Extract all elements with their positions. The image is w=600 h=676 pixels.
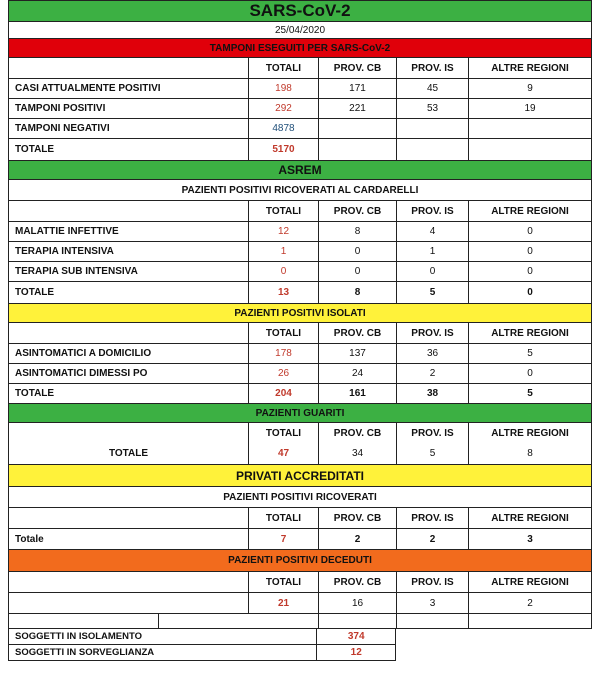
isolati-band xyxy=(8,304,592,323)
header-altre-regioni: ALTRE REGIONI xyxy=(491,512,569,524)
cell-totali: 204 xyxy=(249,384,319,403)
table-row xyxy=(8,222,592,242)
cell-altre-regioni: 0 xyxy=(527,226,533,237)
cell-totali: 5170 xyxy=(249,139,319,160)
cell-totali: 26 xyxy=(249,364,319,383)
report-title: SARS-CoV-2 xyxy=(249,1,351,20)
cell-prov-is: 5 xyxy=(429,448,436,460)
cell-prov-cb: 0 xyxy=(319,262,397,281)
row-label xyxy=(9,593,249,613)
cell-prov-cb: 137 xyxy=(319,344,397,363)
header-prov-cb: PROV. CB xyxy=(319,323,397,343)
report-date-row xyxy=(8,22,592,39)
cell-altre-regioni: 0 xyxy=(527,266,533,277)
table-row xyxy=(8,242,592,262)
spacer-row xyxy=(8,614,592,629)
cell-totali: 1 xyxy=(249,242,319,261)
row-label: TOTALE xyxy=(9,282,249,303)
tamponi-header-row xyxy=(8,58,592,79)
cell-totali: 7 xyxy=(249,529,319,549)
cell-prov-cb: 24 xyxy=(319,364,397,383)
header-blank xyxy=(9,58,249,78)
deceduti-header-row xyxy=(8,572,592,593)
cell-prov-is: 36 xyxy=(397,344,469,363)
guariti-altre-col xyxy=(469,423,591,464)
asrem-band-label: ASREM xyxy=(278,163,322,177)
header-prov-cb: PROV. CB xyxy=(319,572,397,592)
cell-altre-regioni xyxy=(469,119,591,138)
footer-label: SOGGETTI IN ISOLAMENTO xyxy=(9,629,317,644)
table-row-total xyxy=(8,139,592,161)
table-row-total xyxy=(8,282,592,304)
cell-prov-is: 2 xyxy=(397,364,469,383)
tamponi-band xyxy=(8,39,592,58)
report-title-band xyxy=(8,0,592,22)
deceduti-band-label: PAZIENTI POSITIVI DECEDUTI xyxy=(228,555,372,566)
isolati-band-label: PAZIENTI POSITIVI ISOLATI xyxy=(234,307,366,319)
header-totali: TOTALI xyxy=(265,427,302,439)
cell-prov-cb: 161 xyxy=(319,384,397,403)
privati-band xyxy=(8,465,592,487)
guariti-band-label: PAZIENTI GUARITI xyxy=(255,407,345,419)
cell-prov-is: 1 xyxy=(397,242,469,261)
header-altre-regioni: ALTRE REGIONI xyxy=(491,205,569,217)
header-prov-is: PROV. IS xyxy=(397,58,469,78)
spacer-cell xyxy=(319,614,397,628)
header-totali: TOTALI xyxy=(249,323,319,343)
row-label: TAMPONI POSITIVI xyxy=(9,99,249,118)
cell-totali: 47 xyxy=(277,448,290,460)
cell-prov-is: 4 xyxy=(397,222,469,241)
guariti-cb-col xyxy=(319,423,397,464)
cell-prov-cb: 34 xyxy=(351,448,364,460)
header-totali: TOTALI xyxy=(249,508,319,528)
cell-altre-regioni: 0 xyxy=(527,246,533,257)
cell-prov-is: 5 xyxy=(397,282,469,303)
table-row-total xyxy=(8,529,592,550)
cell-altre-regioni: 5 xyxy=(527,388,533,399)
row-label: ASINTOMATICI DIMESSI PO xyxy=(9,364,249,383)
table-row xyxy=(8,344,592,364)
asrem-subtitle: PAZIENTI POSITIVI RICOVERATI AL CARDARELLI xyxy=(181,184,419,196)
table-row xyxy=(8,364,592,384)
header-blank xyxy=(9,508,249,528)
cell-prov-is xyxy=(397,139,469,160)
header-prov-cb: PROV. CB xyxy=(319,508,397,528)
cell-altre-regioni: 0 xyxy=(527,368,533,379)
cell-prov-is xyxy=(397,119,469,138)
header-altre-regioni: ALTRE REGIONI xyxy=(491,427,569,439)
header-totali: TOTALI xyxy=(249,201,319,221)
cell-totali: 13 xyxy=(249,282,319,303)
deceduti-band xyxy=(8,550,592,572)
cell-prov-cb: 171 xyxy=(319,79,397,98)
privati-header-row xyxy=(8,508,592,529)
report-date: 25/04/2020 xyxy=(274,24,326,36)
table-row xyxy=(8,119,592,139)
footer-value: 374 xyxy=(347,631,365,642)
asrem-band xyxy=(8,161,592,180)
table-row xyxy=(8,593,592,614)
cell-prov-cb xyxy=(319,119,397,138)
cell-prov-cb: 8 xyxy=(319,282,397,303)
row-label: TOTALE xyxy=(9,423,249,464)
row-label: CASI ATTUALMENTE POSITIVI xyxy=(9,79,249,98)
header-prov-cb: PROV. CB xyxy=(319,58,397,78)
cell-totali: 21 xyxy=(249,593,319,613)
footer-row xyxy=(8,645,396,661)
tamponi-band-label: TAMPONI ESEGUITI PER SARS-CoV-2 xyxy=(209,42,391,54)
cell-altre-regioni: 8 xyxy=(527,448,533,460)
cell-prov-cb: 16 xyxy=(319,593,397,613)
cell-altre-regioni: 3 xyxy=(527,533,533,545)
header-altre-regioni: ALTRE REGIONI xyxy=(491,327,569,339)
row-label: Totale xyxy=(9,529,249,549)
table-row xyxy=(8,79,592,99)
cell-prov-is: 45 xyxy=(397,79,469,98)
spacer-cell xyxy=(9,614,159,628)
header-blank xyxy=(9,201,249,221)
privati-subtitle: PAZIENTI POSITIVI RICOVERATI xyxy=(223,491,377,503)
cell-prov-cb: 2 xyxy=(319,529,397,549)
row-label: TOTALE xyxy=(9,384,249,403)
cell-prov-cb: 8 xyxy=(319,222,397,241)
spacer-cell xyxy=(397,614,469,628)
cell-altre-regioni: 19 xyxy=(524,103,536,114)
cell-prov-cb xyxy=(319,139,397,160)
header-altre-regioni: ALTRE REGIONI xyxy=(491,576,569,588)
table-row-total xyxy=(8,384,592,404)
header-altre-regioni: ALTRE REGIONI xyxy=(491,62,569,74)
privati-band-label: PRIVATI ACCREDITATI xyxy=(236,468,364,483)
table-row xyxy=(8,99,592,119)
table-row xyxy=(8,262,592,282)
row-label: TERAPIA INTENSIVA xyxy=(9,242,249,261)
row-label: TOTALE xyxy=(9,139,249,160)
cell-altre-regioni: 9 xyxy=(527,83,533,94)
header-prov-is: PROV. IS xyxy=(397,508,469,528)
cell-prov-is: 0 xyxy=(397,262,469,281)
cell-altre-regioni: 0 xyxy=(527,287,533,298)
header-prov-cb: PROV. CB xyxy=(333,427,382,439)
guariti-is-col xyxy=(397,423,469,464)
isolati-header-row xyxy=(8,323,592,344)
guariti-band xyxy=(8,404,592,423)
header-prov-is: PROV. IS xyxy=(397,323,469,343)
footer-label: SOGGETTI IN SORVEGLIANZA xyxy=(9,645,317,660)
row-label: MALATTIE INFETTIVE xyxy=(9,222,249,241)
guariti-table xyxy=(8,423,592,465)
cell-totali: 0 xyxy=(249,262,319,281)
footer-value: 12 xyxy=(350,647,362,658)
header-prov-cb: PROV. CB xyxy=(319,201,397,221)
cell-totali: 4878 xyxy=(249,119,319,138)
cell-altre-regioni: 2 xyxy=(527,597,533,609)
cell-altre-regioni xyxy=(469,139,591,160)
cell-totali: 12 xyxy=(249,222,319,241)
header-prov-is: PROV. IS xyxy=(397,201,469,221)
guariti-totali-col xyxy=(249,423,319,464)
header-blank xyxy=(9,572,249,592)
cell-prov-cb: 221 xyxy=(319,99,397,118)
header-blank xyxy=(9,323,249,343)
row-label: TAMPONI NEGATIVI xyxy=(9,119,249,138)
header-totali: TOTALI xyxy=(249,58,319,78)
cell-totali: 292 xyxy=(249,99,319,118)
header-totali: TOTALI xyxy=(249,572,319,592)
asrem-subtitle-row xyxy=(8,180,592,201)
header-prov-is: PROV. IS xyxy=(411,427,454,439)
cell-totali: 178 xyxy=(249,344,319,363)
row-label: TERAPIA SUB INTENSIVA xyxy=(9,262,249,281)
cell-totali: 198 xyxy=(249,79,319,98)
cell-prov-is: 53 xyxy=(397,99,469,118)
cell-prov-is: 2 xyxy=(397,529,469,549)
asrem-header-row xyxy=(8,201,592,222)
covid-report-sheet xyxy=(8,0,592,661)
cell-prov-cb: 0 xyxy=(319,242,397,261)
spacer-cell xyxy=(469,614,591,628)
spacer-cell xyxy=(159,614,319,628)
header-prov-is: PROV. IS xyxy=(397,572,469,592)
privati-subtitle-row xyxy=(8,487,592,508)
row-label: ASINTOMATICI A DOMICILIO xyxy=(9,344,249,363)
cell-prov-is: 3 xyxy=(397,593,469,613)
cell-prov-is: 38 xyxy=(397,384,469,403)
cell-altre-regioni: 5 xyxy=(527,348,533,359)
footer-row xyxy=(8,629,396,645)
